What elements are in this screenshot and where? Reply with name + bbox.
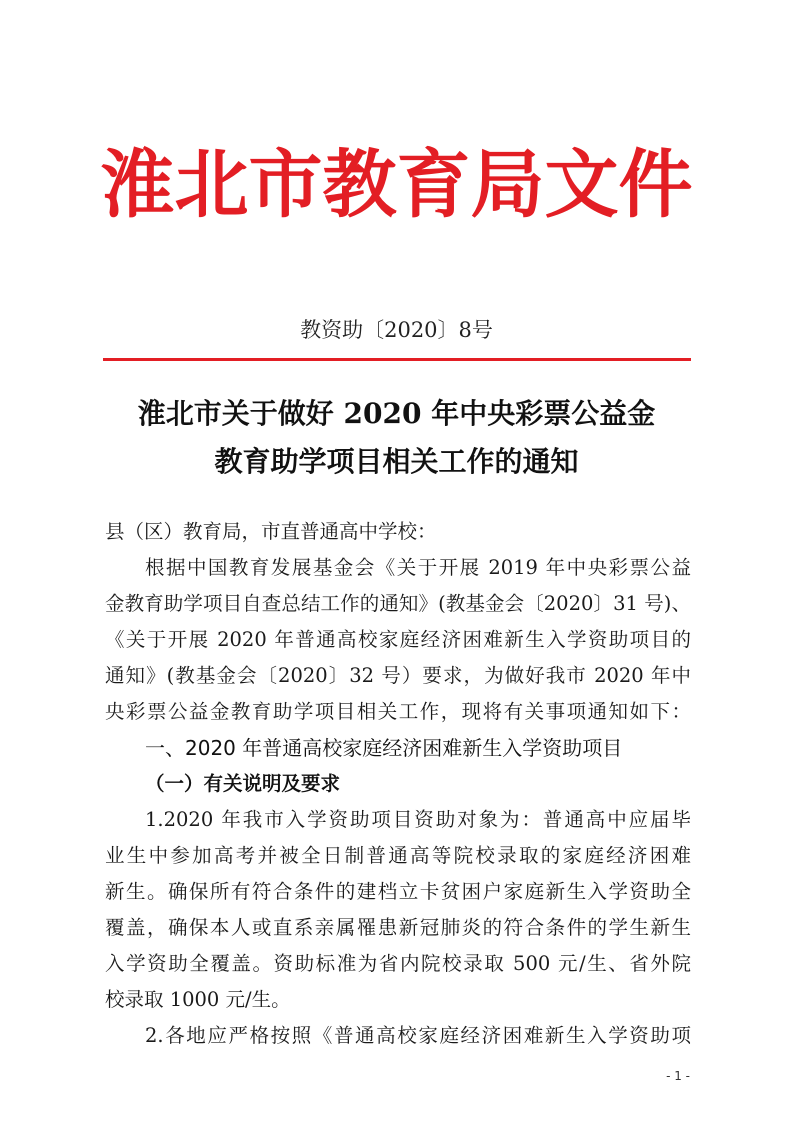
- section-heading: 一、2020 年普通高校家庭经济困难新生入学资助项目: [145, 736, 623, 760]
- intro-line: 通知》(教基金会〔2020〕32 号）要求，为做好我市 2020 年中: [105, 664, 691, 687]
- intro-line: 根据中国教育发展基金会《关于开展 2019 年中央彩票公益: [145, 556, 691, 579]
- document-number: 教资助〔2020〕8号: [300, 318, 493, 342]
- masthead-title: 淮北市教育局文件: [100, 142, 693, 228]
- intro-line: 央彩票公益金教育助学项目相关工作，现将有关事项通知如下：: [105, 700, 691, 723]
- item-1-line: 1.2020 年我市入学资助项目资助对象为：普通高中应届毕: [145, 808, 691, 831]
- addressee: 县（区）教育局，市直普通高中学校：: [105, 520, 437, 543]
- item-1-line: 新生。确保所有符合条件的建档立卡贫困户家庭新生入学资助全: [105, 880, 691, 903]
- page-number: - 1 -: [666, 1069, 690, 1083]
- item-2-line: 2.各地应严格按照《普通高校家庭经济困难新生入学资助项: [145, 1024, 691, 1047]
- red-divider-rule: [103, 358, 691, 361]
- subsection-heading: （一）有关说明及要求: [145, 772, 341, 795]
- intro-line: 金教育助学项目自查总结工作的通知》(教基金会〔2020〕31 号)、: [105, 592, 691, 615]
- item-1-line: 业生中参加高考并被全日制普通高等院校录取的家庭经济困难: [105, 844, 691, 867]
- document-title-line-1: 淮北市关于做好 2020 年中央彩票公益金: [137, 397, 656, 430]
- intro-line: 《关于开展 2020 年普通高校家庭经济困难新生入学资助项目的: [105, 628, 691, 651]
- item-1-line: 校录取 1000 元/生。: [105, 988, 291, 1011]
- document-title-line-2: 教育助学项目相关工作的通知: [214, 445, 579, 478]
- item-1-line: 入学资助全覆盖。资助标准为省内院校录取 500 元/生、省外院: [105, 952, 691, 975]
- item-1-line: 覆盖，确保本人或直系亲属罹患新冠肺炎的符合条件的学生新生: [105, 916, 691, 939]
